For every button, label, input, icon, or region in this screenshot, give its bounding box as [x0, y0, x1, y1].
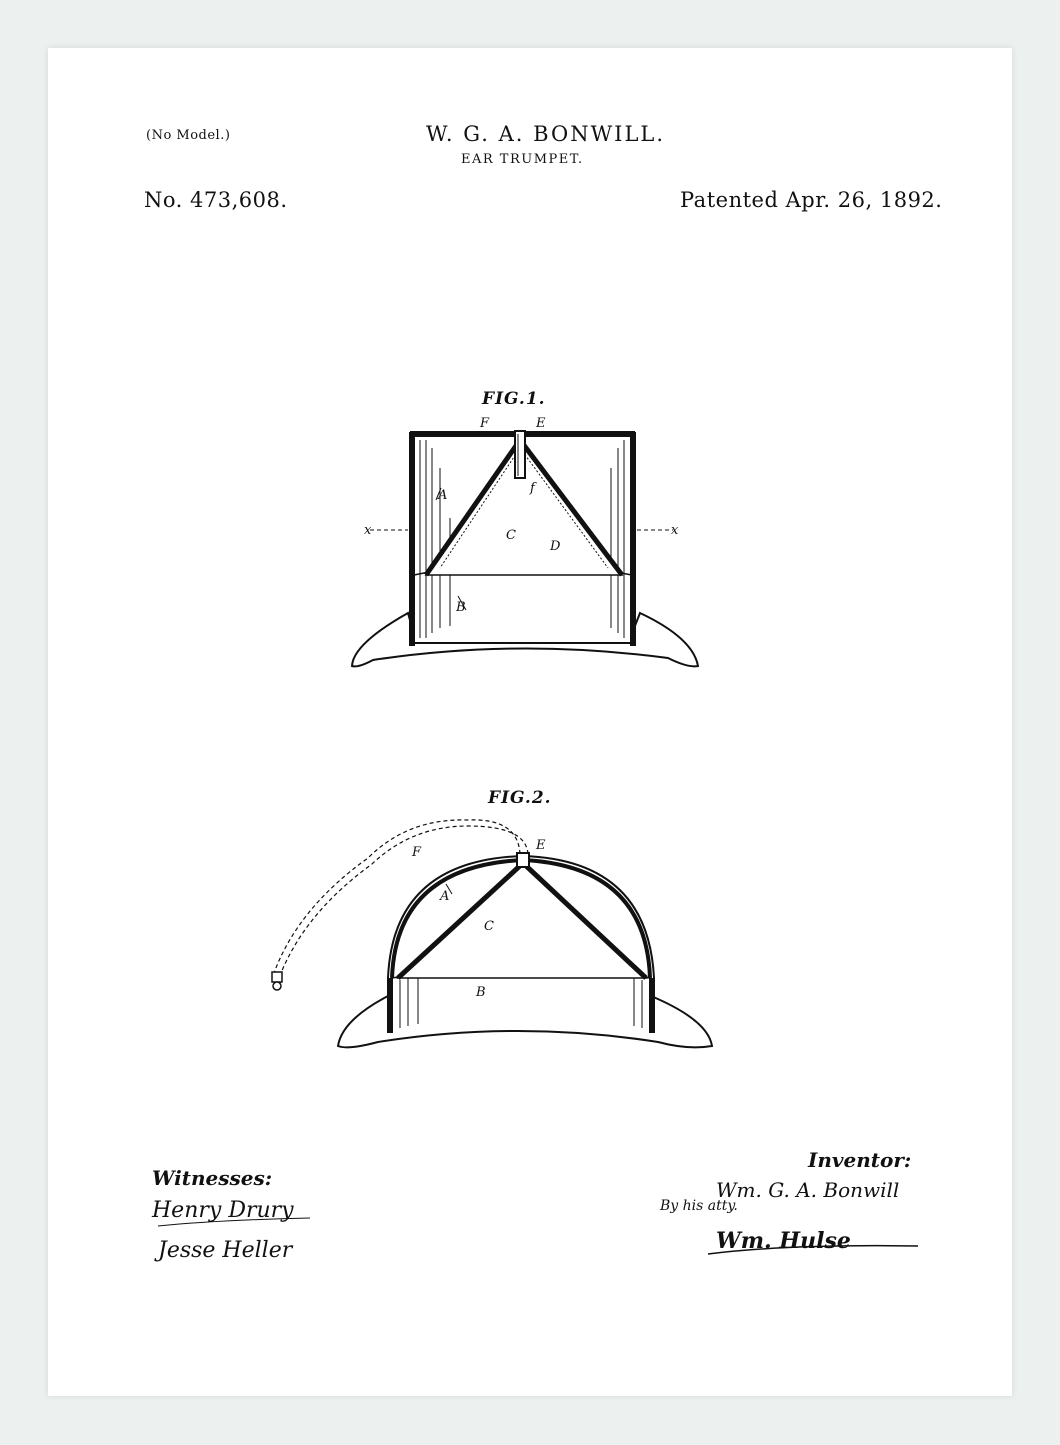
patent-date: Patented Apr. 26, 1892. [680, 188, 943, 212]
no-model-note: (No Model.) [146, 128, 231, 143]
inventor-signature: Wm. G. A. Bonwill [716, 1178, 900, 1202]
fig2-label-c: C [484, 919, 494, 934]
patent-title: EAR TRUMPET. [461, 152, 584, 167]
fig1-label-c: C [506, 528, 516, 543]
inventor-label: Inventor: [808, 1148, 912, 1172]
fig2-label-f: F [412, 845, 422, 860]
fig1-label-d: D [550, 539, 561, 554]
attorney-signature: Wm. Hulse [716, 1228, 851, 1254]
inventor-heading: W. G. A. BONWILL. [426, 122, 666, 146]
fig2-label-a: A [440, 889, 450, 904]
fig1-label-f-upper: F [480, 416, 490, 431]
fig1-drawing [352, 431, 698, 666]
fig1-label: FIG.1. [482, 389, 546, 409]
fig1-label-f-lower: f [530, 481, 535, 496]
attorney-prefix: By his atty. [660, 1198, 738, 1214]
patent-number: No. 473,608. [144, 188, 288, 212]
fig1-label-b: B [456, 600, 466, 615]
fig1-label-x-left: x [364, 523, 372, 538]
fig2-label-e: E [536, 838, 546, 853]
fig1-label-a: A [438, 488, 448, 503]
witness-signature-1: Henry Drury [152, 1198, 294, 1223]
fig1-label-x-right: x [671, 523, 679, 538]
fig2-label-b: B [476, 985, 486, 1000]
witness-signature-2: Jesse Heller [158, 1238, 293, 1263]
witnesses-label: Witnesses: [152, 1166, 273, 1190]
fig1-label-e: E [536, 416, 546, 431]
fig2-label: FIG.2. [488, 788, 552, 808]
patent-sheet [48, 48, 1012, 1396]
